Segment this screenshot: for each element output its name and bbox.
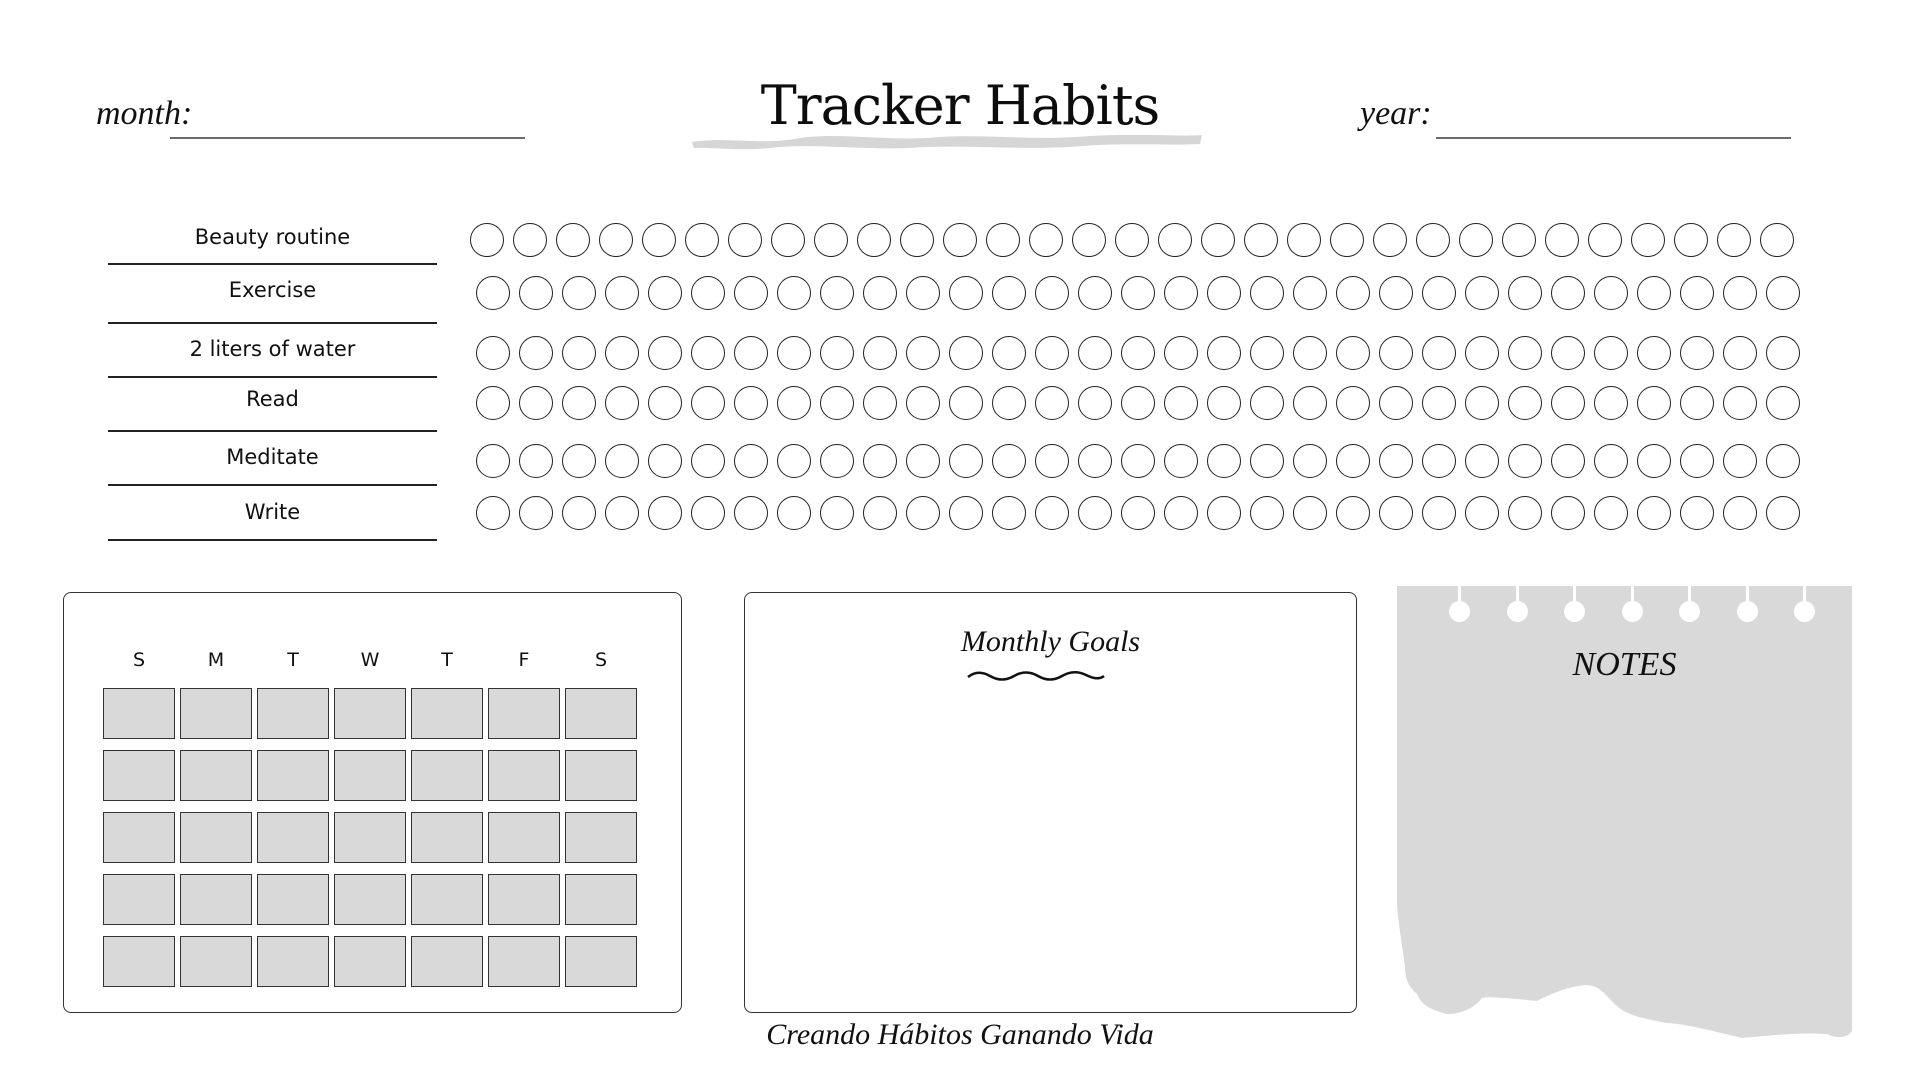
binder-ring-icon xyxy=(1507,601,1528,622)
day-checkbox-circle[interactable] xyxy=(949,276,983,310)
day-checkbox-circle[interactable] xyxy=(605,276,639,310)
habit-divider xyxy=(108,376,437,378)
calendar-day-cell[interactable] xyxy=(180,750,252,801)
day-checkbox-circle[interactable] xyxy=(1551,386,1585,420)
day-checkbox-circle[interactable] xyxy=(685,223,719,257)
day-checkbox-circle[interactable] xyxy=(1637,276,1671,310)
day-checkbox-circle[interactable] xyxy=(1422,496,1456,530)
day-checkbox-circle[interactable] xyxy=(1766,276,1800,310)
day-checkbox-circle[interactable] xyxy=(820,444,854,478)
day-checkbox-circle[interactable] xyxy=(1508,276,1542,310)
day-checkbox-circle[interactable] xyxy=(562,276,596,310)
day-checkbox-circle[interactable] xyxy=(906,444,940,478)
day-checkbox-circle[interactable] xyxy=(476,386,510,420)
day-checkbox-circle[interactable] xyxy=(519,386,553,420)
day-checkbox-circle[interactable] xyxy=(1723,336,1757,370)
binder-ring-icon xyxy=(1449,601,1470,622)
year-input-line[interactable] xyxy=(1436,137,1791,139)
day-checkbox-circle[interactable] xyxy=(1723,276,1757,310)
day-checkbox-circle[interactable] xyxy=(1459,223,1493,257)
day-checkbox-circle[interactable] xyxy=(1465,386,1499,420)
day-checkbox-circle[interactable] xyxy=(777,444,811,478)
day-checkbox-circle[interactable] xyxy=(1072,223,1106,257)
day-checkbox-circle[interactable] xyxy=(1250,386,1284,420)
calendar-day-cell[interactable] xyxy=(103,750,175,801)
day-checkbox-circle[interactable] xyxy=(820,496,854,530)
day-checkbox-circle[interactable] xyxy=(1293,386,1327,420)
day-checkbox-circle[interactable] xyxy=(820,276,854,310)
day-checkbox-circle[interactable] xyxy=(1035,336,1069,370)
day-checkbox-circle[interactable] xyxy=(771,223,805,257)
day-checkbox-circle[interactable] xyxy=(1336,496,1370,530)
day-checkbox-circle[interactable] xyxy=(1631,223,1665,257)
calendar-day-cell[interactable] xyxy=(411,936,483,987)
habit-divider xyxy=(108,484,437,486)
day-checkbox-circle[interactable] xyxy=(1680,444,1714,478)
day-checkbox-circle[interactable] xyxy=(1422,276,1456,310)
day-checkbox-circle[interactable] xyxy=(648,444,682,478)
weekday-header: T xyxy=(287,649,299,671)
calendar-day-cell[interactable] xyxy=(411,874,483,925)
day-checkbox-circle[interactable] xyxy=(863,496,897,530)
day-checkbox-circle[interactable] xyxy=(1207,496,1241,530)
day-checkbox-circle[interactable] xyxy=(728,223,762,257)
day-checkbox-circle[interactable] xyxy=(1766,444,1800,478)
day-checkbox-circle[interactable] xyxy=(1250,276,1284,310)
day-checkbox-circle[interactable] xyxy=(1379,496,1413,530)
day-checkbox-circle[interactable] xyxy=(1336,276,1370,310)
habit-divider xyxy=(108,539,437,541)
day-checkbox-circle[interactable] xyxy=(562,386,596,420)
day-checkbox-circle[interactable] xyxy=(1508,496,1542,530)
day-checkbox-circle[interactable] xyxy=(949,496,983,530)
day-checkbox-circle[interactable] xyxy=(1551,496,1585,530)
binder-ring-icon xyxy=(1794,601,1815,622)
day-checkbox-circle[interactable] xyxy=(691,276,725,310)
day-checkbox-circle[interactable] xyxy=(1680,276,1714,310)
day-checkbox-circle[interactable] xyxy=(1115,223,1149,257)
day-checkbox-circle[interactable] xyxy=(1121,276,1155,310)
day-checkbox-circle[interactable] xyxy=(519,336,553,370)
day-checkbox-circle[interactable] xyxy=(943,223,977,257)
day-checkbox-circle[interactable] xyxy=(949,444,983,478)
habit-day-row xyxy=(470,223,1794,257)
day-checkbox-circle[interactable] xyxy=(1508,444,1542,478)
day-checkbox-circle[interactable] xyxy=(1250,496,1284,530)
day-checkbox-circle[interactable] xyxy=(820,336,854,370)
calendar-day-cell[interactable] xyxy=(103,812,175,863)
day-checkbox-circle[interactable] xyxy=(863,336,897,370)
day-checkbox-circle[interactable] xyxy=(1164,276,1198,310)
habit-day-row xyxy=(476,444,1800,478)
day-checkbox-circle[interactable] xyxy=(1588,223,1622,257)
day-checkbox-circle[interactable] xyxy=(599,223,633,257)
page-title: Tracker Habits xyxy=(760,74,1160,137)
goals-title: Monthly Goals xyxy=(960,625,1141,658)
day-checkbox-circle[interactable] xyxy=(642,223,676,257)
habit-day-row xyxy=(476,386,1800,420)
day-checkbox-circle[interactable] xyxy=(1035,496,1069,530)
day-checkbox-circle[interactable] xyxy=(1293,276,1327,310)
day-checkbox-circle[interactable] xyxy=(1078,496,1112,530)
day-checkbox-circle[interactable] xyxy=(906,276,940,310)
day-checkbox-circle[interactable] xyxy=(1637,444,1671,478)
day-checkbox-circle[interactable] xyxy=(1594,496,1628,530)
calendar-day-cell[interactable] xyxy=(488,688,560,739)
day-checkbox-circle[interactable] xyxy=(513,223,547,257)
day-checkbox-circle[interactable] xyxy=(1551,336,1585,370)
day-checkbox-circle[interactable] xyxy=(519,496,553,530)
day-checkbox-circle[interactable] xyxy=(1422,386,1456,420)
day-checkbox-circle[interactable] xyxy=(556,223,590,257)
day-checkbox-circle[interactable] xyxy=(777,496,811,530)
day-checkbox-circle[interactable] xyxy=(1121,336,1155,370)
calendar-day-cell[interactable] xyxy=(103,936,175,987)
calendar-day-cell[interactable] xyxy=(565,936,637,987)
day-checkbox-circle[interactable] xyxy=(857,223,891,257)
day-checkbox-circle[interactable] xyxy=(691,336,725,370)
day-checkbox-circle[interactable] xyxy=(605,444,639,478)
day-checkbox-circle[interactable] xyxy=(1287,223,1321,257)
day-checkbox-circle[interactable] xyxy=(734,336,768,370)
notes-panel[interactable] xyxy=(1397,586,1853,1041)
calendar-day-cell[interactable] xyxy=(411,812,483,863)
day-checkbox-circle[interactable] xyxy=(1551,444,1585,478)
calendar-day-cell[interactable] xyxy=(334,688,406,739)
day-checkbox-circle[interactable] xyxy=(814,223,848,257)
day-checkbox-circle[interactable] xyxy=(1035,386,1069,420)
day-checkbox-circle[interactable] xyxy=(1594,386,1628,420)
day-checkbox-circle[interactable] xyxy=(1637,386,1671,420)
day-checkbox-circle[interactable] xyxy=(1164,496,1198,530)
weekday-header: T xyxy=(441,649,453,671)
day-checkbox-circle[interactable] xyxy=(605,496,639,530)
calendar-grid xyxy=(103,688,637,987)
day-checkbox-circle[interactable] xyxy=(691,444,725,478)
habit-day-row xyxy=(476,496,1800,530)
day-checkbox-circle[interactable] xyxy=(1680,336,1714,370)
day-checkbox-circle[interactable] xyxy=(648,386,682,420)
day-checkbox-circle[interactable] xyxy=(777,336,811,370)
day-checkbox-circle[interactable] xyxy=(1766,386,1800,420)
day-checkbox-circle[interactable] xyxy=(986,223,1020,257)
day-checkbox-circle[interactable] xyxy=(1674,223,1708,257)
day-checkbox-circle[interactable] xyxy=(734,386,768,420)
day-checkbox-circle[interactable] xyxy=(1680,386,1714,420)
day-checkbox-circle[interactable] xyxy=(1416,223,1450,257)
footer-tagline: Creando Hábitos Ganando Vida xyxy=(766,1018,1154,1051)
day-checkbox-circle[interactable] xyxy=(992,336,1026,370)
day-checkbox-circle[interactable] xyxy=(1250,336,1284,370)
day-checkbox-circle[interactable] xyxy=(562,444,596,478)
month-input-line[interactable] xyxy=(170,137,525,139)
day-checkbox-circle[interactable] xyxy=(1551,276,1585,310)
day-checkbox-circle[interactable] xyxy=(1465,444,1499,478)
day-checkbox-circle[interactable] xyxy=(1207,336,1241,370)
day-checkbox-circle[interactable] xyxy=(1293,496,1327,530)
calendar-day-cell[interactable] xyxy=(488,812,560,863)
habit-label: Write xyxy=(244,500,301,524)
day-checkbox-circle[interactable] xyxy=(1508,336,1542,370)
calendar-day-cell[interactable] xyxy=(488,874,560,925)
calendar-day-cell[interactable] xyxy=(565,688,637,739)
day-checkbox-circle[interactable] xyxy=(605,336,639,370)
day-checkbox-circle[interactable] xyxy=(820,386,854,420)
calendar-day-cell[interactable] xyxy=(103,688,175,739)
calendar-day-cell[interactable] xyxy=(334,874,406,925)
weekday-header: S xyxy=(132,649,146,671)
habit-label: Read xyxy=(246,387,299,411)
day-checkbox-circle[interactable] xyxy=(1723,386,1757,420)
day-checkbox-circle[interactable] xyxy=(648,496,682,530)
binder-ring-icon xyxy=(1737,601,1758,622)
calendar-day-cell[interactable] xyxy=(180,936,252,987)
day-checkbox-circle[interactable] xyxy=(1766,496,1800,530)
day-checkbox-circle[interactable] xyxy=(1201,223,1235,257)
calendar-day-cell[interactable] xyxy=(180,874,252,925)
weekday-header: F xyxy=(518,649,530,671)
day-checkbox-circle[interactable] xyxy=(1121,386,1155,420)
calendar-day-cell[interactable] xyxy=(411,688,483,739)
day-checkbox-circle[interactable] xyxy=(1766,336,1800,370)
monthly-goals-panel[interactable] xyxy=(744,592,1357,1013)
day-checkbox-circle[interactable] xyxy=(1078,276,1112,310)
weekday-header: W xyxy=(360,649,380,671)
day-checkbox-circle[interactable] xyxy=(1373,223,1407,257)
calendar-day-cell[interactable] xyxy=(334,750,406,801)
day-checkbox-circle[interactable] xyxy=(519,276,553,310)
day-checkbox-circle[interactable] xyxy=(1637,336,1671,370)
day-checkbox-circle[interactable] xyxy=(1723,444,1757,478)
day-checkbox-circle[interactable] xyxy=(476,336,510,370)
habit-divider xyxy=(108,430,437,432)
day-checkbox-circle[interactable] xyxy=(863,386,897,420)
habit-divider xyxy=(108,263,437,265)
notes-title: NOTES xyxy=(1572,646,1677,683)
day-checkbox-circle[interactable] xyxy=(1594,444,1628,478)
habit-label: Exercise xyxy=(228,278,317,302)
binder-ring-icon xyxy=(1679,601,1700,622)
calendar-day-cell[interactable] xyxy=(411,750,483,801)
weekday-header: S xyxy=(594,649,608,671)
day-checkbox-circle[interactable] xyxy=(1336,336,1370,370)
month-label: month: xyxy=(96,95,193,132)
day-checkbox-circle[interactable] xyxy=(605,386,639,420)
day-checkbox-circle[interactable] xyxy=(1121,444,1155,478)
day-checkbox-circle[interactable] xyxy=(1379,444,1413,478)
calendar-day-cell[interactable] xyxy=(565,812,637,863)
habit-label: Beauty routine xyxy=(194,225,351,249)
habit-day-row xyxy=(476,336,1800,370)
day-checkbox-circle[interactable] xyxy=(1379,276,1413,310)
calendar-day-cell[interactable] xyxy=(257,874,329,925)
day-checkbox-circle[interactable] xyxy=(691,496,725,530)
day-checkbox-circle[interactable] xyxy=(1164,444,1198,478)
day-checkbox-circle[interactable] xyxy=(562,496,596,530)
calendar-panel xyxy=(63,592,682,1013)
calendar-day-cell[interactable] xyxy=(565,750,637,801)
day-checkbox-circle[interactable] xyxy=(1164,336,1198,370)
day-checkbox-circle[interactable] xyxy=(1336,386,1370,420)
habit-label: Meditate xyxy=(226,445,319,469)
day-checkbox-circle[interactable] xyxy=(648,276,682,310)
day-checkbox-circle[interactable] xyxy=(1508,386,1542,420)
day-checkbox-circle[interactable] xyxy=(1078,386,1112,420)
day-checkbox-circle[interactable] xyxy=(777,386,811,420)
day-checkbox-circle[interactable] xyxy=(992,276,1026,310)
calendar-day-cell[interactable] xyxy=(257,936,329,987)
day-checkbox-circle[interactable] xyxy=(476,444,510,478)
calendar-day-cell[interactable] xyxy=(488,750,560,801)
day-checkbox-circle[interactable] xyxy=(1379,336,1413,370)
habit-divider xyxy=(108,322,437,324)
day-checkbox-circle[interactable] xyxy=(734,276,768,310)
day-checkbox-circle[interactable] xyxy=(1158,223,1192,257)
day-checkbox-circle[interactable] xyxy=(1078,444,1112,478)
day-checkbox-circle[interactable] xyxy=(777,276,811,310)
day-checkbox-circle[interactable] xyxy=(1545,223,1579,257)
day-checkbox-circle[interactable] xyxy=(949,336,983,370)
day-checkbox-circle[interactable] xyxy=(906,496,940,530)
binder-ring-icon xyxy=(1564,601,1585,622)
wavy-underline-decoration xyxy=(966,667,1106,683)
binder-ring-icon xyxy=(1622,601,1643,622)
day-checkbox-circle[interactable] xyxy=(691,386,725,420)
habit-label: 2 liters of water xyxy=(189,337,356,361)
day-checkbox-circle[interactable] xyxy=(476,496,510,530)
day-checkbox-circle[interactable] xyxy=(949,386,983,420)
day-checkbox-circle[interactable] xyxy=(1207,444,1241,478)
day-checkbox-circle[interactable] xyxy=(1465,336,1499,370)
day-checkbox-circle[interactable] xyxy=(476,276,510,310)
day-checkbox-circle[interactable] xyxy=(1121,496,1155,530)
day-checkbox-circle[interactable] xyxy=(1502,223,1536,257)
day-checkbox-circle[interactable] xyxy=(1035,276,1069,310)
calendar-day-cell[interactable] xyxy=(257,688,329,739)
day-checkbox-circle[interactable] xyxy=(906,336,940,370)
calendar-day-cell[interactable] xyxy=(180,688,252,739)
calendar-day-cell[interactable] xyxy=(334,936,406,987)
calendar-day-cell[interactable] xyxy=(565,874,637,925)
day-checkbox-circle[interactable] xyxy=(1250,444,1284,478)
day-checkbox-circle[interactable] xyxy=(1680,496,1714,530)
day-checkbox-circle[interactable] xyxy=(470,223,504,257)
day-checkbox-circle[interactable] xyxy=(648,336,682,370)
day-checkbox-circle[interactable] xyxy=(1723,496,1757,530)
day-checkbox-circle[interactable] xyxy=(1594,276,1628,310)
calendar-day-cell[interactable] xyxy=(488,936,560,987)
day-checkbox-circle[interactable] xyxy=(992,496,1026,530)
day-checkbox-circle[interactable] xyxy=(1717,223,1751,257)
day-checkbox-circle[interactable] xyxy=(1207,276,1241,310)
day-checkbox-circle[interactable] xyxy=(863,276,897,310)
day-checkbox-circle[interactable] xyxy=(734,444,768,478)
day-checkbox-circle[interactable] xyxy=(1029,223,1063,257)
day-checkbox-circle[interactable] xyxy=(1293,336,1327,370)
day-checkbox-circle[interactable] xyxy=(1760,223,1794,257)
day-checkbox-circle[interactable] xyxy=(1078,336,1112,370)
weekday-header: M xyxy=(207,649,225,671)
habit-day-row xyxy=(476,276,1800,310)
day-checkbox-circle[interactable] xyxy=(863,444,897,478)
day-checkbox-circle[interactable] xyxy=(1422,444,1456,478)
calendar-day-cell[interactable] xyxy=(257,812,329,863)
day-checkbox-circle[interactable] xyxy=(1207,386,1241,420)
day-checkbox-circle[interactable] xyxy=(1379,386,1413,420)
calendar-day-cell[interactable] xyxy=(257,750,329,801)
year-label: year: xyxy=(1360,95,1432,132)
calendar-day-cell[interactable] xyxy=(103,874,175,925)
calendar-day-cell[interactable] xyxy=(180,812,252,863)
day-checkbox-circle[interactable] xyxy=(1244,223,1278,257)
day-checkbox-circle[interactable] xyxy=(1465,496,1499,530)
day-checkbox-circle[interactable] xyxy=(1465,276,1499,310)
day-checkbox-circle[interactable] xyxy=(992,386,1026,420)
day-checkbox-circle[interactable] xyxy=(1422,336,1456,370)
day-checkbox-circle[interactable] xyxy=(906,386,940,420)
day-checkbox-circle[interactable] xyxy=(1637,496,1671,530)
day-checkbox-circle[interactable] xyxy=(1293,444,1327,478)
day-checkbox-circle[interactable] xyxy=(519,444,553,478)
day-checkbox-circle[interactable] xyxy=(1594,336,1628,370)
day-checkbox-circle[interactable] xyxy=(900,223,934,257)
day-checkbox-circle[interactable] xyxy=(1330,223,1364,257)
day-checkbox-circle[interactable] xyxy=(1164,386,1198,420)
day-checkbox-circle[interactable] xyxy=(1035,444,1069,478)
day-checkbox-circle[interactable] xyxy=(1336,444,1370,478)
day-checkbox-circle[interactable] xyxy=(562,336,596,370)
day-checkbox-circle[interactable] xyxy=(734,496,768,530)
day-checkbox-circle[interactable] xyxy=(992,444,1026,478)
calendar-day-cell[interactable] xyxy=(334,812,406,863)
